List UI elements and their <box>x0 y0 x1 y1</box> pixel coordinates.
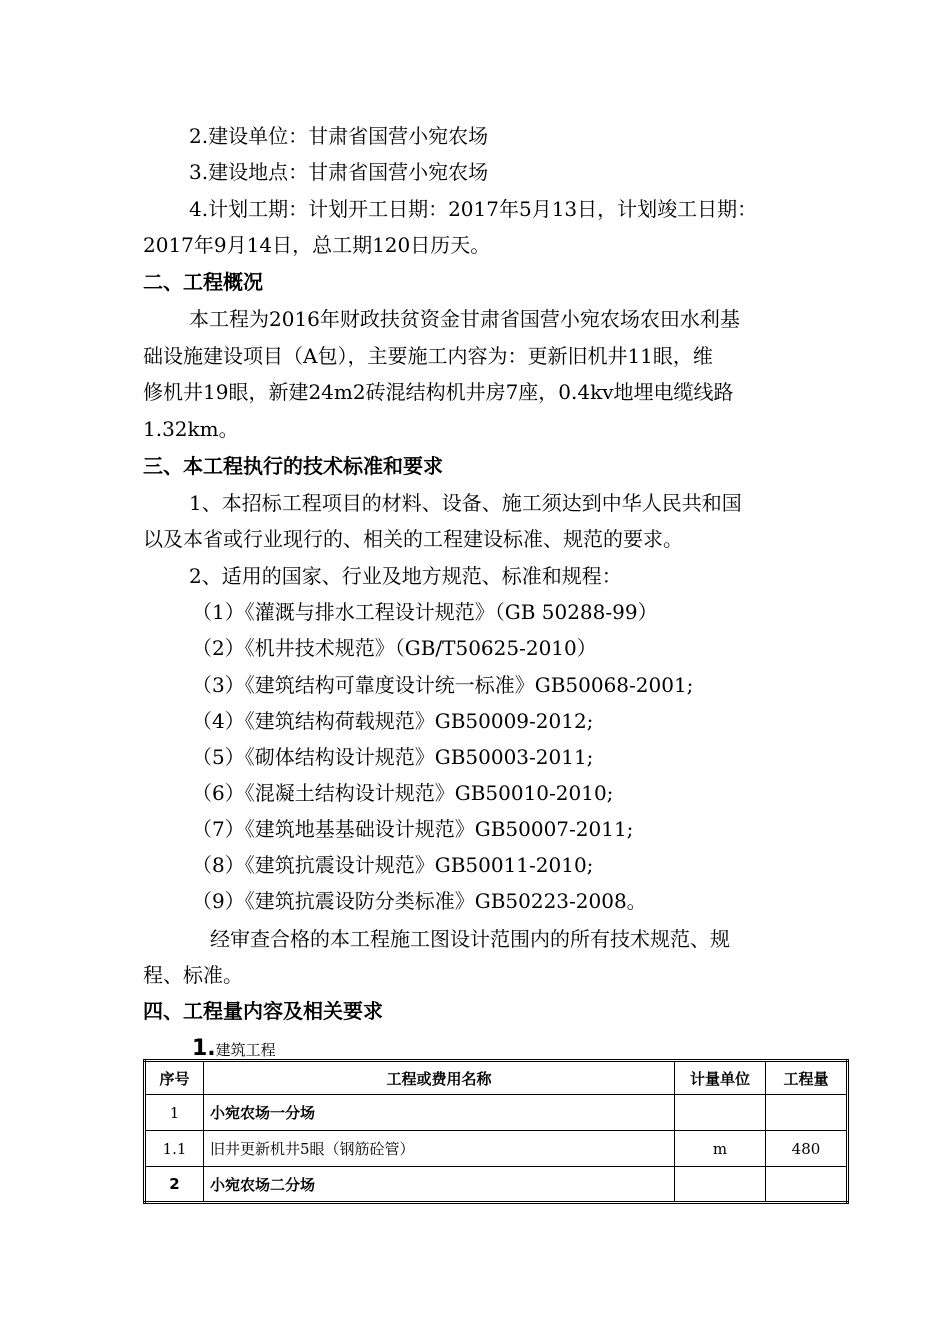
requirement-p1-line2: 以及本省或行业现行的、相关的工程建设标准、规范的要求。 <box>143 527 683 551</box>
subsection-label: 建筑工程 <box>215 1041 276 1059</box>
subsection-title <box>192 1036 276 1061</box>
schedule-line-2: 2017年9月14日，总工期120日历天。 <box>143 233 491 257</box>
header-unit: 计量单位 <box>675 1061 766 1095</box>
row-index: 1.1 <box>145 1131 204 1167</box>
overview-line: 修机井19眼，新建24m2砖混结构机井房7座，0.4kv地埋电缆线路 <box>143 380 734 404</box>
conclusion-line-2: 程、标准。 <box>143 963 243 987</box>
standard-item: （9）《建筑抗震设防分类标准》GB50223-2008。 <box>192 889 647 913</box>
standard-item: （8）《建筑抗震设计规范》GB50011-2010; <box>192 853 594 877</box>
requirement-p2: 2、适用的国家、行业及地方规范、标准和规程： <box>189 564 622 588</box>
standard-item: （4）《建筑结构荷载规范》GB50009-2012; <box>192 709 594 733</box>
construction-location: 3.建设地点：甘肃省国营小宛农场 <box>189 160 489 184</box>
table-row <box>145 1131 848 1167</box>
row-unit: m <box>675 1131 766 1167</box>
row-unit <box>675 1167 766 1203</box>
header-quantity: 工程量 <box>766 1061 848 1095</box>
header-index: 序号 <box>145 1061 204 1095</box>
table-header-row <box>145 1061 848 1095</box>
row-name: 旧井更新机井5眼（钢筋砼管） <box>204 1131 675 1167</box>
row-quantity <box>766 1167 848 1203</box>
requirement-p1-line1: 1、本招标工程项目的材料、设备、施工须达到中华人民共和国 <box>189 491 742 515</box>
section3-heading: 三、本工程执行的技术标准和要求 <box>143 454 443 478</box>
schedule-line-1: 4.计划工期：计划开工日期：2017年5月13日，计划竣工日期： <box>189 197 758 221</box>
standard-item: （1）《灌溉与排水工程设计规范》（GB 50288-99） <box>192 600 658 624</box>
section4-heading: 四、工程量内容及相关要求 <box>143 999 383 1023</box>
overview-line: 础设施建设项目（A包），主要施工内容为：更新旧机井11眼，维 <box>143 344 713 368</box>
row-name: 小宛农场一分场 <box>204 1095 675 1131</box>
standard-item: （2）《机井技术规范》（GB/T50625-2010） <box>192 636 597 660</box>
quantity-table <box>143 1059 849 1204</box>
conclusion-line-1: 经审查合格的本工程施工图设计范围内的所有技术规范、规 <box>210 927 730 951</box>
table-row <box>145 1167 848 1203</box>
overview-line: 1.32km。 <box>143 417 239 441</box>
standard-item: （6）《混凝土结构设计规范》GB50010-2010; <box>192 781 614 805</box>
standard-item: （5）《砌体结构设计规范》GB50003-2011; <box>192 745 594 769</box>
row-index: 2 <box>145 1167 204 1203</box>
overview-line: 本工程为2016年财政扶贫资金甘肃省国营小宛农场农田水利基 <box>189 307 740 331</box>
row-index: 1 <box>145 1095 204 1131</box>
row-quantity <box>766 1095 848 1131</box>
table-row <box>145 1095 848 1131</box>
row-quantity: 480 <box>766 1131 848 1167</box>
row-name: 小宛农场二分场 <box>204 1167 675 1203</box>
construction-unit: 2.建设单位：甘肃省国营小宛农场 <box>189 124 489 148</box>
row-unit <box>675 1095 766 1131</box>
subsection-number: 1. <box>192 1036 216 1061</box>
standard-item: （7）《建筑地基基础设计规范》GB50007-2011; <box>192 817 634 841</box>
standard-item: （3）《建筑结构可靠度设计统一标准》GB50068-2001; <box>192 673 694 697</box>
section2-heading: 二、工程概况 <box>143 270 263 294</box>
header-name: 工程或费用名称 <box>204 1061 675 1095</box>
